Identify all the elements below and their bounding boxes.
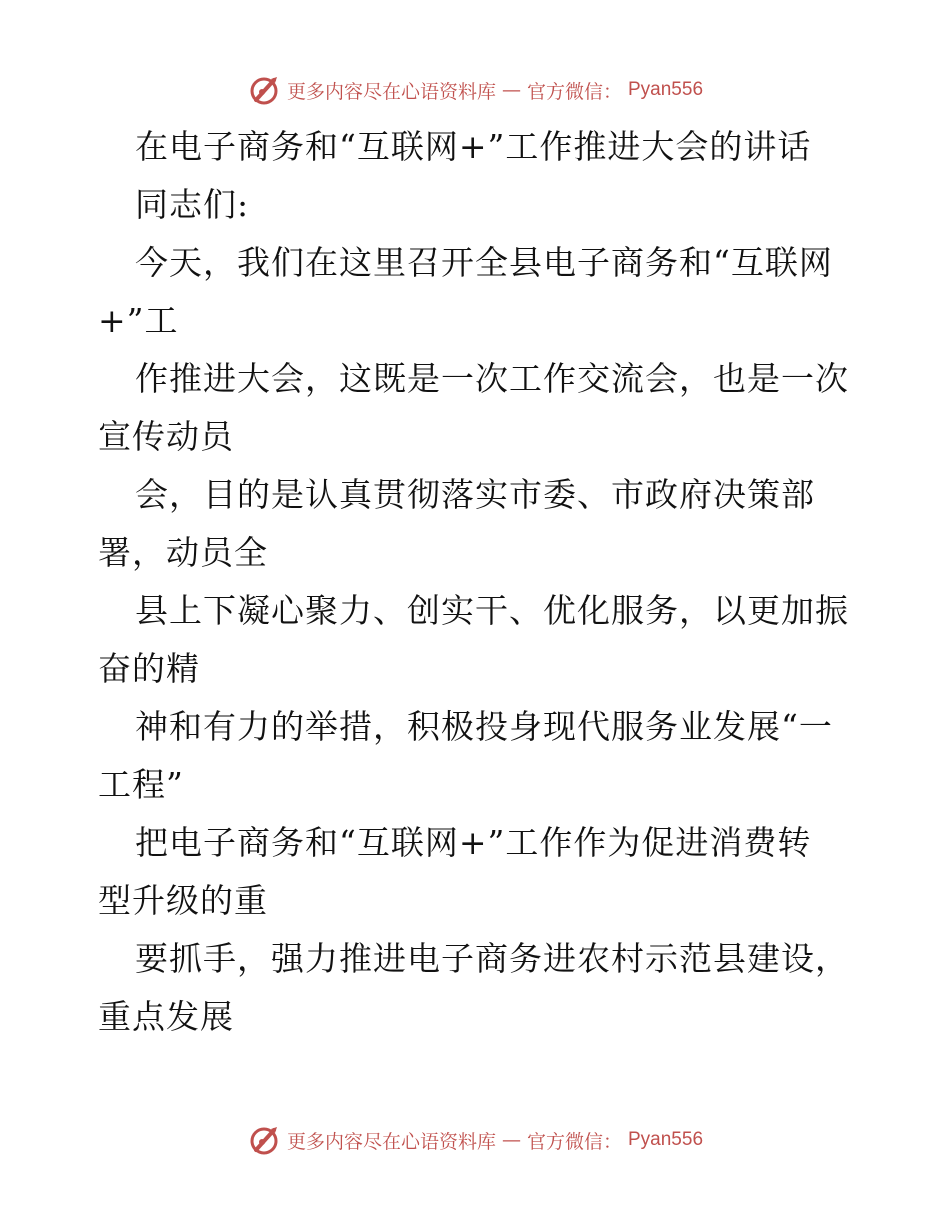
header-banner bbox=[0, 70, 950, 110]
banner-text: 更多内容尽在心语资料库 bbox=[286, 80, 496, 103]
pen-logo-icon bbox=[247, 73, 281, 107]
document-line: 作推进大会，这既是一次工作交流会，也是一次 bbox=[135, 359, 849, 398]
banner-label: 官方微信： bbox=[526, 1130, 622, 1153]
banner-dash: — bbox=[501, 79, 521, 101]
document-line: 型升级的重 bbox=[98, 881, 268, 920]
pen-logo-icon bbox=[247, 1123, 281, 1157]
document-line: 署，动员全 bbox=[98, 533, 268, 572]
document-line: 今天，我们在这里召开全县电子商务和“互联网 bbox=[135, 243, 833, 282]
document-line: 在电子商务和“互联网+”工作推进大会的讲话 bbox=[135, 127, 812, 166]
document-line: 县上下凝心聚力、创实干、优化服务，以更加振 bbox=[135, 591, 849, 630]
document-line: 会，目的是认真贯彻落实市委、市政府决策部 bbox=[135, 475, 815, 514]
banner-wechat-id: Pyan556 bbox=[628, 1129, 704, 1150]
document-line: 工程” bbox=[98, 765, 184, 804]
document-body bbox=[98, 118, 868, 1046]
document-line: 把电子商务和“互联网+”工作作为促进消费转 bbox=[135, 823, 812, 862]
document-line: 神和有力的举措，积极投身现代服务业发展“一 bbox=[135, 707, 833, 746]
document-line: +”工 bbox=[98, 301, 179, 340]
footer-banner bbox=[0, 1120, 950, 1160]
banner-dash: — bbox=[501, 1129, 521, 1151]
banner-text: 更多内容尽在心语资料库 bbox=[286, 1130, 496, 1153]
banner-wechat-id: Pyan556 bbox=[628, 79, 704, 100]
document-line: 宣传动员 bbox=[98, 417, 234, 456]
banner-label: 官方微信： bbox=[526, 80, 622, 103]
document-line: 奋的精 bbox=[98, 649, 200, 688]
document-line: 重点发展 bbox=[98, 997, 234, 1036]
document-line: 要抓手，强力推进电子商务进农村示范县建设， bbox=[135, 939, 849, 978]
document-line: 同志们: bbox=[135, 185, 250, 224]
